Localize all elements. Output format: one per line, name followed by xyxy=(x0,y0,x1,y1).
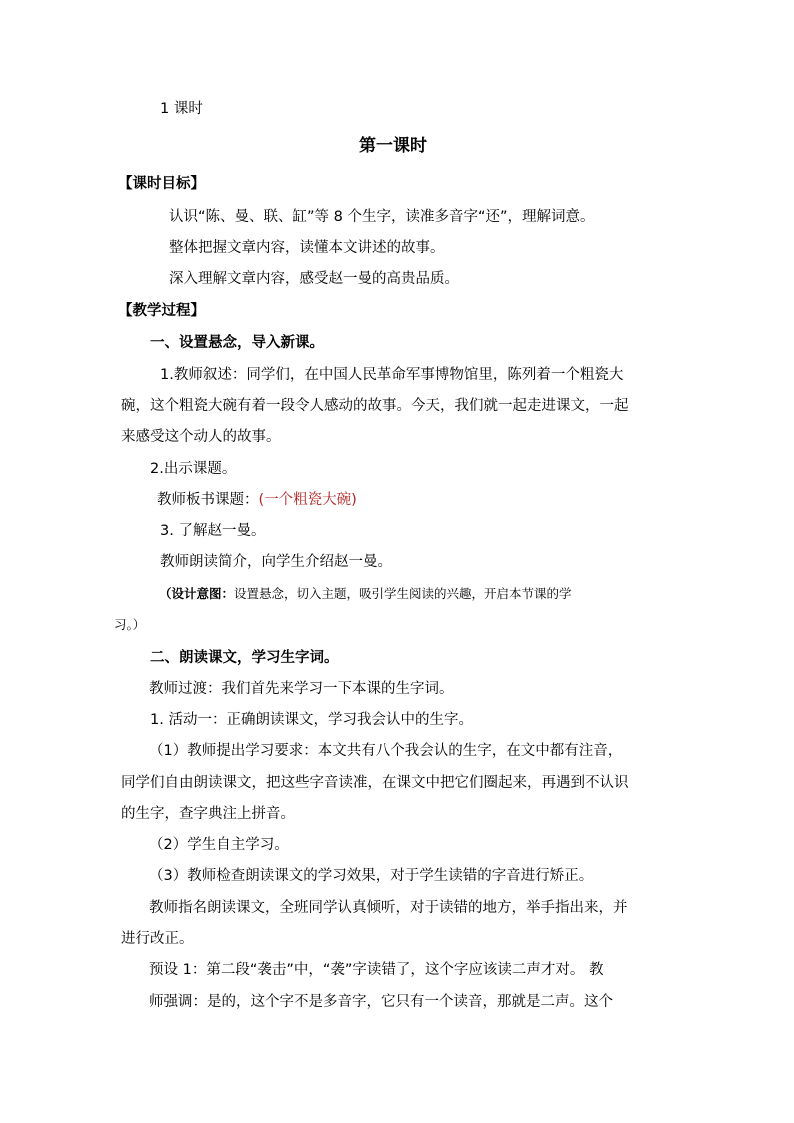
paragraph-line: 进行改正。 xyxy=(121,931,194,947)
paragraph-line: 教师指名朗读课文，全班同学认真倾听，对于读错的地方，举手指出来，并 xyxy=(149,900,628,916)
board-title: (一个粗瓷大碗) xyxy=(258,492,357,508)
board-title-prefix: 教师板书课题： xyxy=(157,492,259,508)
paragraph-line: 预设 1：第二段“袭击”中，“袭”字读错了，这个字应该读二声才对。 教 xyxy=(149,962,604,978)
part2-heading: 二、朗读课文，学习生字词。 xyxy=(150,650,339,666)
paragraph-line: 的生字，查字典注上拼音。 xyxy=(121,806,295,822)
paragraph-line: 师强调：是的，这个字不是多音字，它只有一个读音，那就是二声。这个 xyxy=(149,994,613,1010)
goal-item-3: 深入理解文章内容，感受赵一曼的高贵品质。 xyxy=(169,271,459,287)
paragraph-line: 3. 了解赵一曼。 xyxy=(160,523,266,539)
paragraph-line: 同学们自由朗读课文，把这些字音读准，在课文中把它们圈起来，再遇到不认识 xyxy=(121,775,629,791)
design-intent-text: 设置悬念，切入主题，吸引学生阅读的兴趣，开启本节课的学 xyxy=(234,586,572,601)
paragraph-line: 来感受这个动人的故事。 xyxy=(121,429,281,445)
paragraph-line: （2）学生自主学习。 xyxy=(149,837,289,853)
lesson-count-note: 1 课时 xyxy=(160,101,203,117)
paragraph-line: （3）教师检查朗读课文的学习效果，对于学生读错的字音进行矫正。 xyxy=(149,868,594,884)
process-heading: 【教学过程】 xyxy=(118,303,205,319)
paragraph-line: （1）教师提出学习要求：本文共有八个我会认的生字，在文中都有注音， xyxy=(149,743,623,759)
part1-heading: 一、设置悬念，导入新课。 xyxy=(150,335,324,351)
paragraph-line: 2.出示课题。 xyxy=(150,461,237,477)
goal-item-2: 整体把握文章内容，读懂本文讲述的故事。 xyxy=(169,240,445,256)
goals-heading: 【课时目标】 xyxy=(118,176,205,192)
paragraph-line xyxy=(157,490,357,510)
page-title: 第一课时 xyxy=(359,136,427,156)
paragraph-line: 教师过渡：我们首先来学习一下本课的生字词。 xyxy=(149,681,454,697)
paragraph-line: 碗，这个粗瓷大碗有着一段令人感动的故事。今天，我们就一起走进课文，一起 xyxy=(121,398,629,414)
design-intent-label: （设计意图： xyxy=(159,586,235,601)
design-intent-note xyxy=(159,584,572,604)
paragraph-line: 教师朗读简介，向学生介绍赵一曼。 xyxy=(160,554,392,570)
paragraph-line: 1. 活动一：正确朗读课文，学习我会认中的生字。 xyxy=(150,712,473,728)
design-intent-note-end: 习。） xyxy=(114,617,146,632)
paragraph-line: 1.教师叙述：同学们，在中国人民革命军事博物馆里，陈列着一个粗瓷大 xyxy=(160,367,624,383)
goal-item-1: 认识“陈、曼、联、缸”等 8 个生字，读准多音字“还”，理解词意。 xyxy=(169,209,595,225)
